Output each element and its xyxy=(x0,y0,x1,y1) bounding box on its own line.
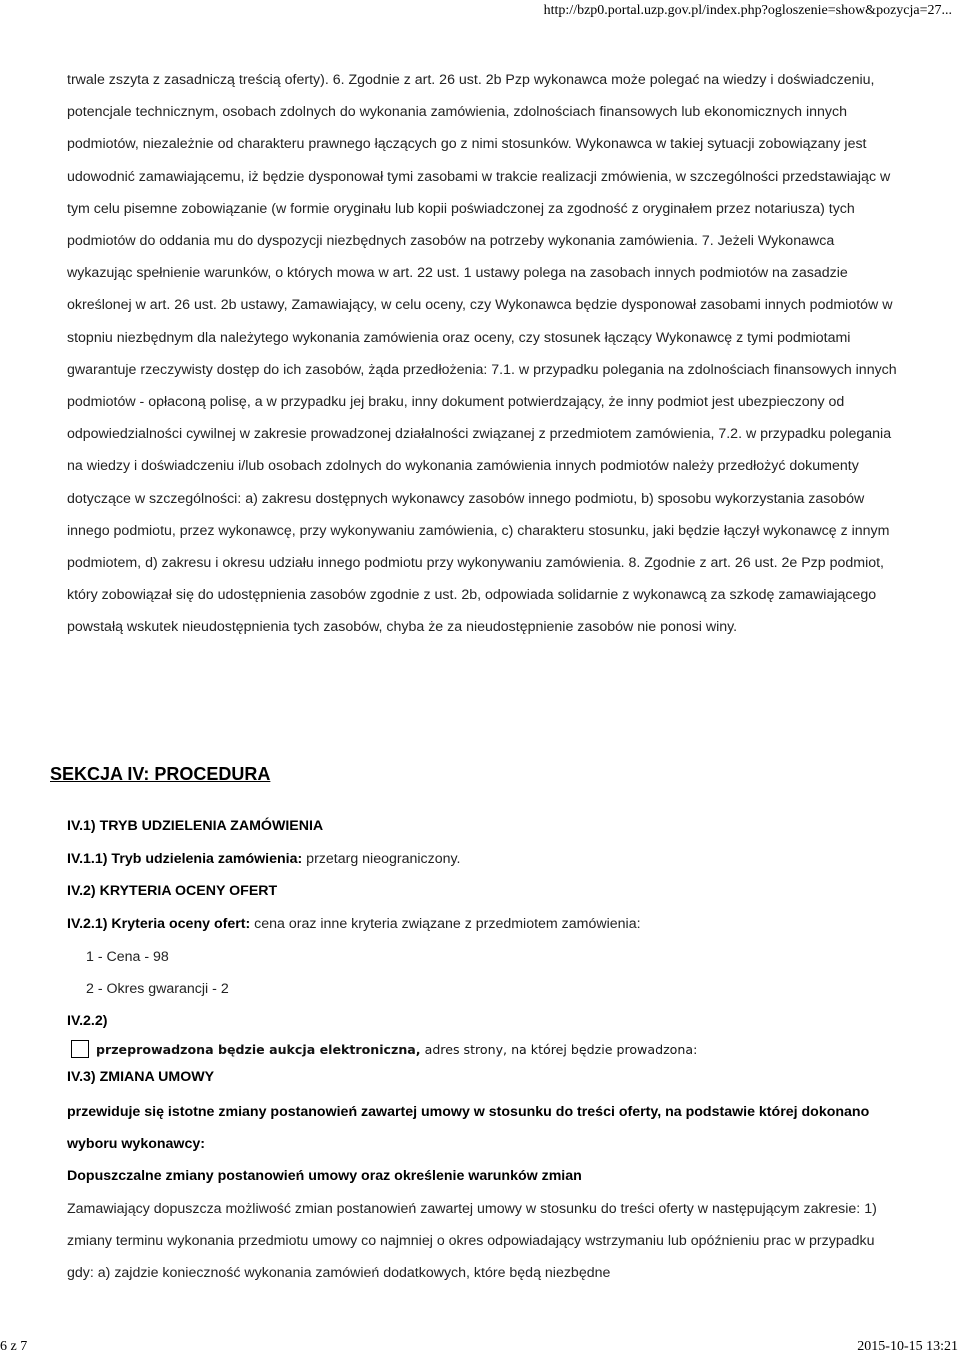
iv3-statement: przewiduje się istotne zmiany postanowień zawartej umowy w stosunku do treści oferty, na podstawie której dokonano wyboru wykonawcy: xyxy=(67,1104,870,1153)
iv21-line xyxy=(67,916,641,932)
iv3-text: Zamawiający dopuszcza możliwość zmian postanowień zawartej umowy w stosunku do treści oferty w następującym zakresie: 1) zmiany terminu wykonania przedmiotu umowy co najmniej o okres odpowiadający wstrzymaniu lub opóźnieniu prac w przypadku gdy: a) zajdzie konieczność wykonania zamówień dodatkowych, które będą niezbędne xyxy=(67,1200,877,1282)
iv3-subheading: Dopuszczalne zmiany postanowień umowy oraz określenie warunków zmian xyxy=(67,1168,582,1185)
iv11-line xyxy=(67,851,461,867)
body-text: trwale zszyta z zasadniczą treścią oferty). 6. Zgodnie z art. 26 ust. 2b Pzp wykonawca może polegać na wiedzy i doświadczeniu, potencjale technicznym, osobach zdolnych do wykonania zamówienia, zdolnościach finansowych lub ekonomicznych innych podmiotów, niezależnie od charakteru prawnego łączących go z nimi stosunków. Wykonawca w takiej sytuacji zobowiązany jest udowodnić zamawiającemu, iż będzie dysponował tymi zasobami w trakcie realizacji zmówienia, w szczególności przedstawiając w tym celu pisemne zobowiązanie (w formie oryginału lub kopii poświadczonej za zgodność z oryginałem przez notariusza) tych podmiotów do oddania mu do dyspozycji niezbędnych zasobów na potrzeby wykonania zamówienia. 7. Jeżeli Wykonawca wykazując spełnienie warunków, o których mowa w art. 22 ust. 1 ustawy polega na zasobach innych podmiotów na zasadzie określonej w art. 26 ust. 2b ustawy, Zamawiający, w celu oceny, czy Wykonawca będzie dysponował zasobami innych podmiotów w stopniu niezbędnym dla należytego wykonania zamówienia oraz oceny, czy stosunek łączący Wykonawcę z tymi podmiotami gwarantuje rzeczywisty dostęp do ich zasobów, żąda przedłożenia: 7.1. w przypadku polegania na zdolnościach finansowych innych podmiotów - opłaconą polisę, a w przypadku jej braku, inny dokument potwierdzający, że inny podmiot jest ubezpieczony od odpowiedzialności cywilnej w zakresie prowadzonej działalności związanej z przedmiotem zamówienia, 7.2. w przypadku polegania na wiedzy i doświadczeniu i/lub osobach zdolnych do wykonania zamówienia innych podmiotów należy przedłożyć dokumenty dotyczące w szczególności: a) zakresu dostępnych wykonawcy zasobów innego podmiotu, b) sposobu wykorzystania zasobów innego podmiotu, przez wykonawcę, przy wykonywaniu zamówienia, c) charakteru stosunku, jaki będzie łączył wykonawcę z innym podmiotem, d) zakresu i okresu udziału innego podmiotu przy wykonywaniu zamówienia. 8. Zgodnie z art. 26 ust. 2e Pzp podmiot, który zobowiązał się do udostępnienia zasobów zgodnie z ust. 2b, odpowiada solidarnie z wykonawcą za szkodę zamawiającego powstałą wskutek nieudostępnienia tych zasobów, chyba że za nieudostępnienie zasobów nie ponosi winy. xyxy=(67,72,897,636)
auction-text: przeprowadzona będzie aukcja elektroniczna, adres strony, na której będzie prowadzona: xyxy=(96,1042,698,1057)
iv22-label: IV.2.2) xyxy=(67,1013,108,1029)
criterion-item: 2 - Okres gwarancji - 2 xyxy=(86,981,229,997)
page-number: 6 z 7 xyxy=(0,1339,28,1354)
section-title: SEKCJA IV: PROCEDURA xyxy=(50,764,271,784)
iv11-value: przetarg nieograniczony. xyxy=(302,851,461,867)
print-datetime: 2015-10-15 13:21 xyxy=(857,1339,958,1354)
iv21-value: cena oraz inne kryteria związane z przedmiotem zamówienia: xyxy=(250,916,641,932)
iv11-label: IV.1.1) Tryb udzielenia zamówienia: xyxy=(67,851,303,867)
iv3-content xyxy=(67,1096,897,1289)
page-url: http://bzp0.portal.uzp.gov.pl/index.php?ogloszenie=show&pozycja=27... xyxy=(543,3,952,18)
iv1-heading: IV.1) TRYB UDZIELENIA ZAMÓWIENIA xyxy=(67,818,324,834)
iv3-heading: IV.3) ZMIANA UMOWY xyxy=(67,1069,215,1085)
iv21-label: IV.2.1) Kryteria oceny ofert: xyxy=(67,916,251,932)
body-paragraph xyxy=(67,64,897,644)
iv2-heading: IV.2) KRYTERIA OCENY OFERT xyxy=(67,883,278,899)
criterion-item: 1 - Cena - 98 xyxy=(86,949,169,965)
auction-checkbox[interactable] xyxy=(71,1040,89,1058)
